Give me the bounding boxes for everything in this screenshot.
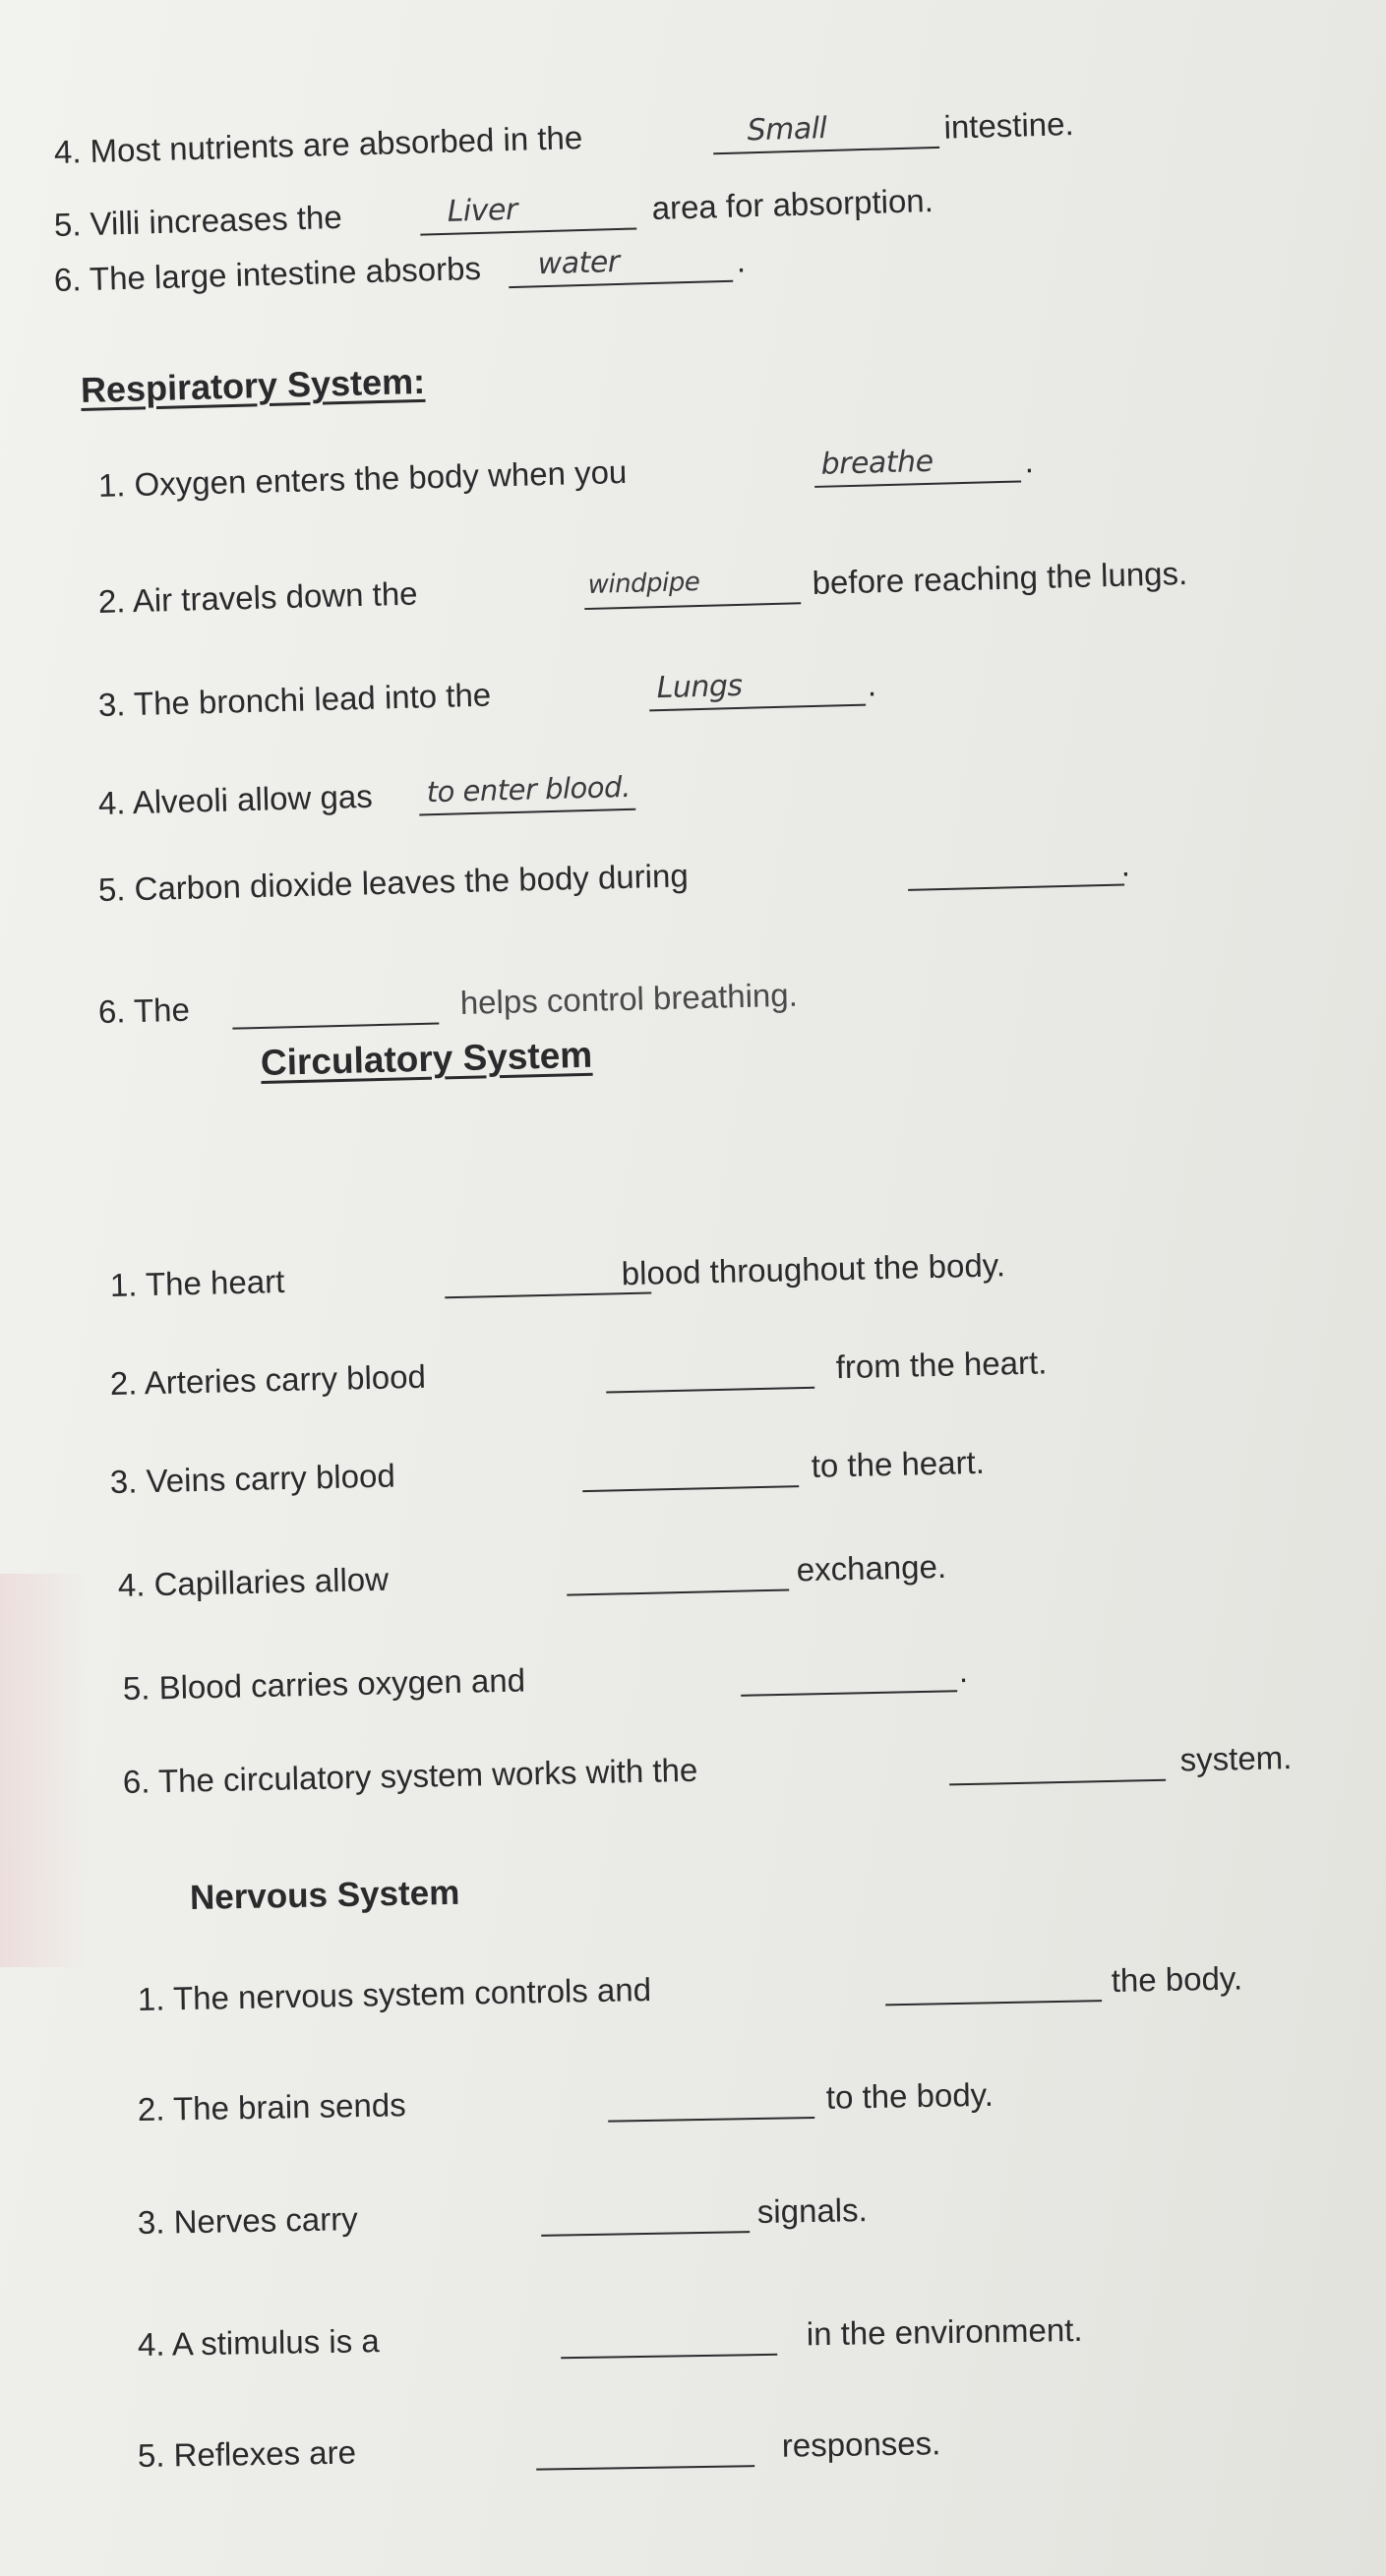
answer-blank[interactable] (949, 1779, 1166, 1786)
question-respiratory-5: 5. Carbon dioxide leaves the body during . (97, 846, 1131, 908)
question-nervous-3: 3. Nerves carry signals. (137, 2191, 869, 2241)
question-circulatory-2: 2. Arteries carry blood from the heart. (109, 1344, 1048, 1402)
section-heading-nervous: Nervous System (189, 1873, 460, 1917)
answer-blank[interactable] (606, 1387, 814, 1394)
handwritten-answer: to enter blood. (426, 769, 632, 809)
answer-blank[interactable] (561, 2354, 777, 2359)
answer-blank[interactable] (584, 602, 801, 610)
question-circulatory-5: 5. Blood carries oxygen and . (122, 1652, 969, 1707)
handwritten-answer: water (537, 244, 621, 282)
question-circulatory-3: 3. Veins carry blood to the heart. (109, 1443, 986, 1500)
answer-blank[interactable] (608, 2117, 814, 2123)
question-text: 4. Most nutrients are absorbed in the (53, 119, 583, 170)
question-text: 5. Villi increases the (53, 198, 343, 243)
question-respiratory-1: 1. Oxygen enters the body when you breathe . (97, 443, 1035, 504)
question-respiratory-4: 4. Alveoli allow gas to enter blood. (97, 787, 98, 826)
section-heading-respiratory: Respiratory System: (80, 360, 426, 410)
answer-blank[interactable] (885, 2000, 1102, 2006)
answer-blank[interactable] (445, 1292, 651, 1299)
question-nervous-5: 5. Reflexes are responses. (137, 2425, 941, 2474)
question-respiratory-6: 6. The helps control breathing. (97, 976, 799, 1030)
answer-blank[interactable] (908, 884, 1124, 891)
question-respiratory-3: 3. The bronchi lead into the Lungs . (97, 666, 877, 723)
handwritten-answer: breathe (820, 444, 934, 482)
question-nervous-4: 4. A stimulus is a in the environment. (137, 2310, 1083, 2363)
question-text: 6. The large intestine absorbs (53, 249, 482, 298)
answer-blank[interactable] (232, 1023, 439, 1030)
question-respiratory-2: 2. Air travels down the windpipe before reaching the lungs. (97, 555, 1188, 620)
question-circulatory-6: 6. The circulatory system works with the system. (122, 1739, 1293, 1800)
answer-blank[interactable] (567, 1589, 789, 1596)
question-nervous-1: 1. The nervous system controls and the body. (137, 1959, 1243, 2017)
question-digestive-4: 4. Most nutrients are absorbed in the Small intestine. (53, 105, 1075, 170)
answer-blank[interactable] (741, 1690, 957, 1697)
answer-blank[interactable] (536, 2465, 754, 2470)
question-circulatory-1: 1. The heart blood throughout the body. (109, 1246, 1006, 1303)
answer-blank[interactable] (582, 1485, 799, 1492)
section-heading-circulatory: Circulatory System (260, 1034, 593, 1083)
question-digestive-5: 5. Villi increases the Liver area for absorption. (53, 182, 934, 243)
question-nervous-2: 2. The brain sends to the body. (137, 2075, 994, 2127)
answer-blank[interactable] (814, 480, 1021, 487)
handwritten-answer: Lungs (656, 668, 744, 706)
question-circulatory-4: 4. Capillaries allow exchange. (117, 1547, 947, 1603)
question-digestive-6: 6. The large intestine absorbs water . (53, 242, 747, 298)
answer-blank[interactable] (649, 704, 866, 712)
handwritten-answer: windpipe (587, 567, 700, 600)
answer-blank[interactable] (419, 809, 635, 816)
handwritten-answer: Small (747, 111, 827, 149)
handwritten-answer: Liver (447, 192, 518, 229)
answer-blank[interactable] (541, 2231, 750, 2237)
